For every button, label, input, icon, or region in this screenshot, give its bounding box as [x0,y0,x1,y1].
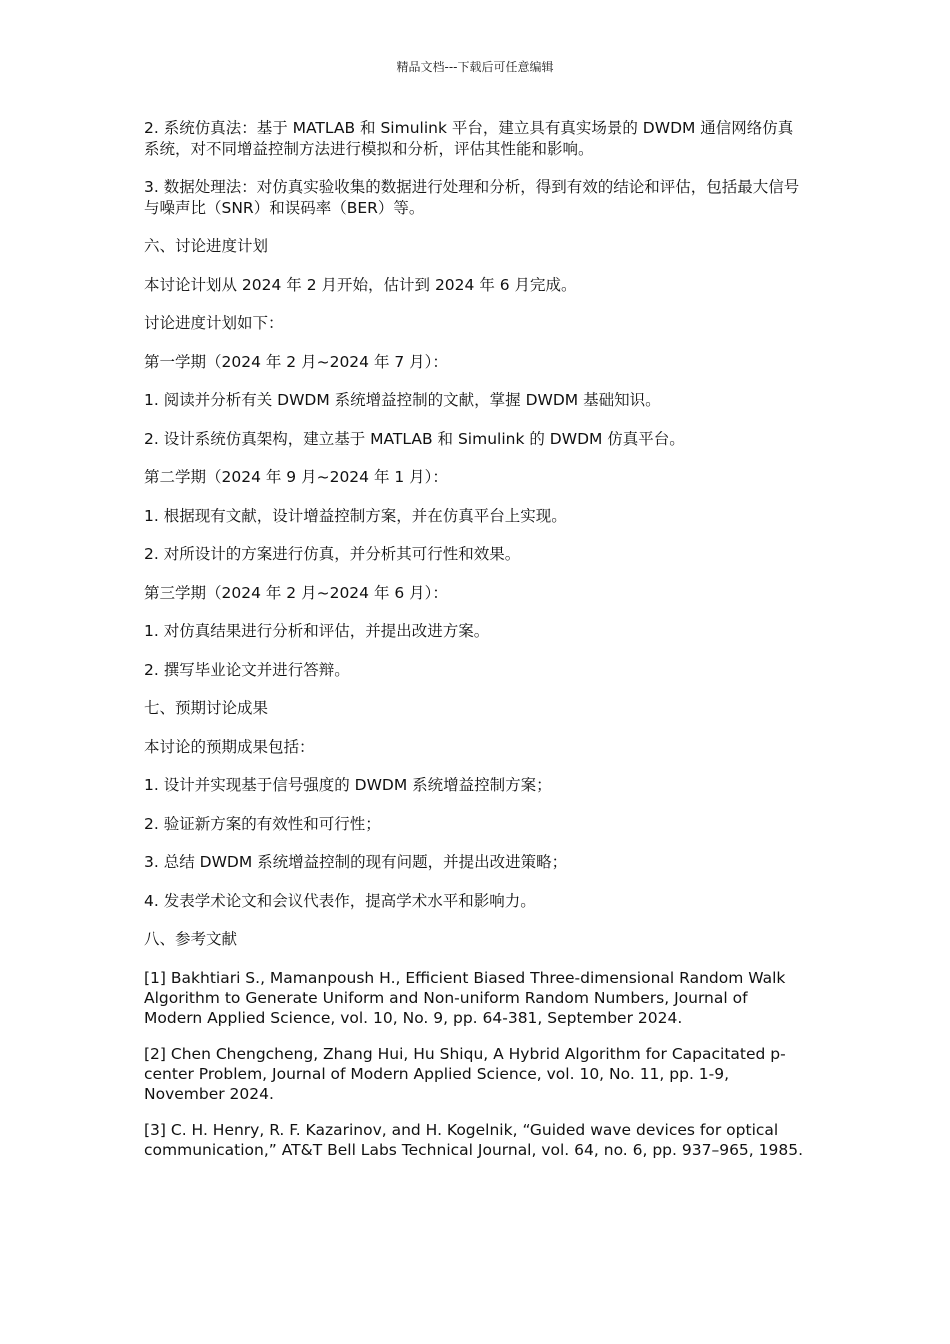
page-header: 精品文档---下载后可任意编辑 [396,60,554,74]
outcome-item: 4. 发表学术论文和会议代表作，提高学术水平和影响力。 [144,891,536,910]
reference-item: [3] C. H. Henry, R. F. Kazarinov, and H. Kogelnik, “Guided wave devices for optical communication,” AT&T Bell Labs Technical Journal, vol. 64, no. 6, pp. 937–965, 1985. [144,1120,804,1159]
term-3-item: 2. 撰写毕业论文并进行答辩。 [144,660,350,679]
term-3-heading: 第三学期（2024 年 2 月~2024 年 6 月）： [144,583,448,602]
term-1-item: 1. 阅读并分析有关 DWDM 系统增益控制的文献，掌握 DWDM 基础知识。 [144,391,661,409]
paragraph-method-2: 2. 系统仿真法：基于 MATLAB 和 Simulink 平台，建立具有真实场景的 DWDM 通信网络仿真系统，对不同增益控制方法进行模拟和分析，评估其性能和影响。 [144,119,794,158]
reference-item: [1] Bakhtiari S., Mamanpoush H., Efficient Biased Three-dimensional Random Walk Algorithm to Generate Uniform and Non-uniform Random Numbers, Journal of Modern Applied Science, vol. 10, No. 9, pp. 64-381, September 2024. [144,968,786,1027]
term-1-item: 2. 设计系统仿真架构，建立基于 MATLAB 和 Simulink 的 DWDM 仿真平台。 [144,429,685,448]
paragraph-method-3: 3. 数据处理法：对仿真实验收集的数据进行处理和分析，得到有效的结论和评估，包括最大信号与噪声比（SNR）和误码率（BER）等。 [144,178,800,217]
outcome-item: 2. 验证新方案的有效性和可行性； [144,814,381,833]
term-2-item: 2. 对所设计的方案进行仿真，并分析其可行性和效果。 [144,545,521,563]
document-body [144,118,808,1176]
schedule-intro: 本讨论计划从 2024 年 2 月开始，估计到 2024 年 6 月完成。 [144,275,577,294]
term-2-item: 1. 根据现有文献，设计增益控制方案，并在仿真平台上实现。 [144,506,567,525]
section-8-title: 八、参考文献 [144,930,238,948]
reference-list [144,968,808,1160]
term-3-item: 1. 对仿真结果进行分析和评估，并提出改进方案。 [144,622,490,640]
term-1-heading: 第一学期（2024 年 2 月~2024 年 7 月）： [144,352,448,371]
outcome-item: 1. 设计并实现基于信号强度的 DWDM 系统增益控制方案； [144,776,552,794]
schedule-plan-intro: 讨论进度计划如下： [144,314,284,332]
outcomes-intro: 本讨论的预期成果包括： [144,737,315,756]
outcome-item: 3. 总结 DWDM 系统增益控制的现有问题，并提出改进策略； [144,853,568,871]
section-7-title: 七、预期讨论成果 [144,699,269,717]
term-2-heading: 第二学期（2024 年 9 月~2024 年 1 月）： [144,468,448,486]
reference-item: [2] Chen Chengcheng, Zhang Hui, Hu Shiqu, A Hybrid Algorithm for Capacitated p-center Problem, Journal of Modern Applied Science, vol. 10, No. 11, pp. 1-9, November 2024. [144,1044,786,1103]
section-6-title: 六、讨论进度计划 [144,237,269,255]
